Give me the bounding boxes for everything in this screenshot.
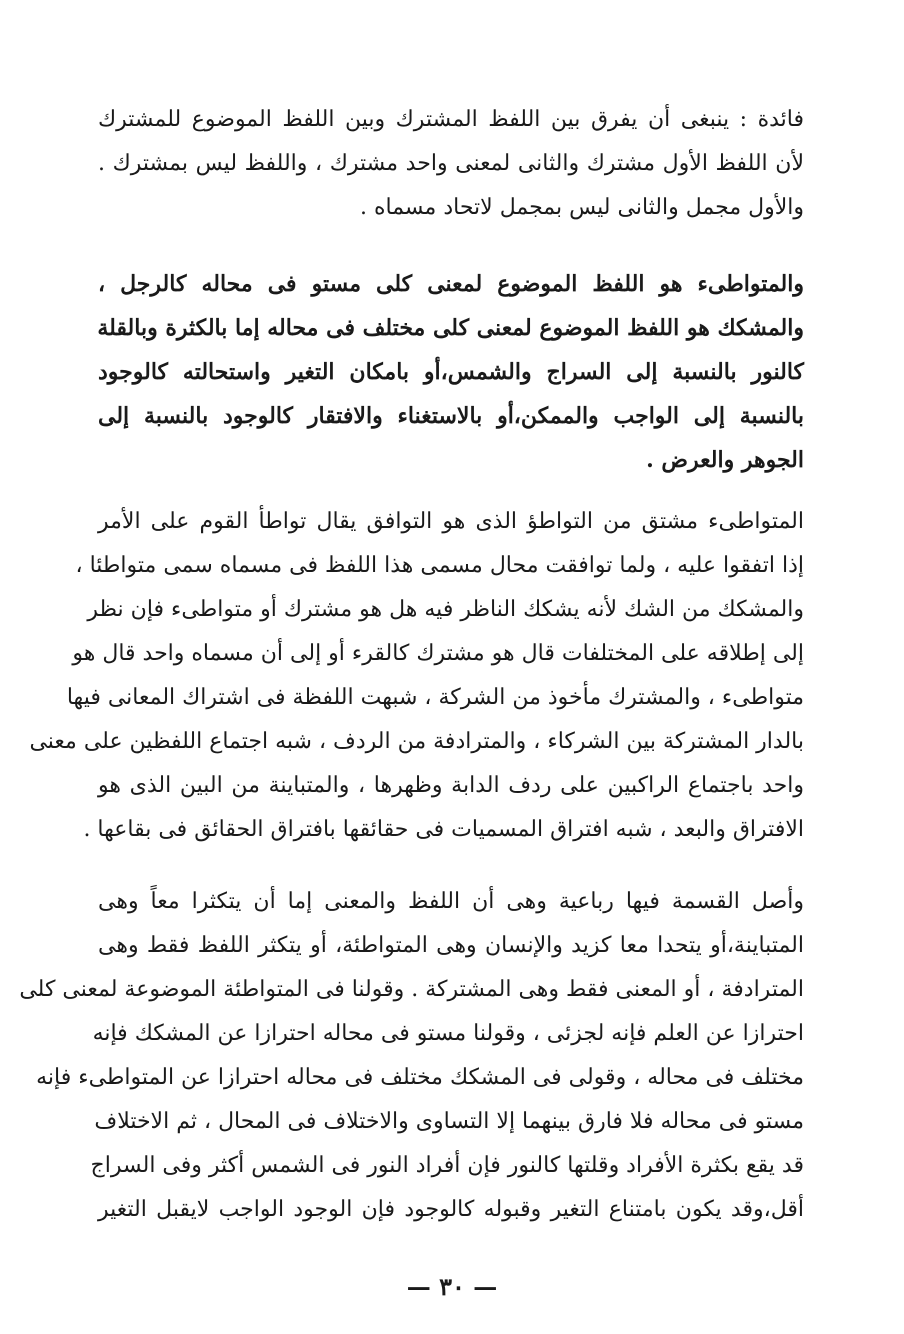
text-line: وأصل القسمة فيها رباعية وهى أن اللفظ والمعنى إما أن يتكثرا معاً وهى [98,889,804,914]
text-line: المتواطىء مشتق من التواطؤ الذى هو التوافق يقال تواطأ القوم على الأمر [98,509,805,534]
text-line: والمشكك من الشك لأنه يشكك الناظر فيه هل هو مشترك أو متواطىء فإن نظر [87,597,804,622]
text-line: بالدار المشتركة بين الشركاء ، والمترادفة من الردف ، شبه اجتماع اللفظين على معنى [29,729,804,754]
text-line: الجوهر والعرض . [646,447,804,473]
text-line: واحد باجتماع الراكبين على ردف الدابة وظهرها ، والمتباينة من البين الذى هو [98,773,804,798]
text-line: لأن اللفظ الأول مشترك والثانى لمعنى واحد مشترك ، واللفظ ليس بمشترك . [98,151,804,176]
text-line: أقل،وقد يكون بامتناع التغير وقبوله كالوجود فإن الوجود الواجب لايقبل التغير [98,1197,804,1222]
paragraph-ishtiqaq [29,500,805,852]
paragraph-faida [98,98,804,230]
text-line: الافتراق والبعد ، شبه افتراق المسميات فى حقائقها بافتراق الحقائق فى بقاعها . [83,817,804,842]
text-line: فائدة : ينبغى أن يفرق بين اللفظ المشترك وبين اللفظ الموضوع للمشترك [98,107,804,132]
text-line: مستو فى محاله فلا فارق بينهما إلا التساوى والاختلاف فى المحال ، ثم الاختلاف [94,1109,804,1134]
paragraph-qisma [19,880,804,1276]
text-line: احترازا عن العلم فإنه لجزئى ، وقولنا مستو فى محاله احترازا عن المشكك فإنه [92,1021,804,1046]
text-line: والأول مجمل والثانى ليس بمجمل لاتحاد مسماه . [360,195,804,220]
text-line: المترادفة ، أو المعنى فقط وهى المشتركة . وقولنا فى المتواطئة الموضوعة لمعنى كلى [19,977,804,1002]
text-line: بالنسبة إلى الواجب والممكن،أو بالاستغناء والافتقار كالوجود بالنسبة إلى [98,403,804,429]
text-line: والمشكك هو اللفظ الموضوع لمعنى كلى مختلف فى محاله إما بالكثرة وبالقلة [97,315,804,341]
text-line [98,1232,804,1276]
text-line: متواطىء ، والمشترك مأخوذ من الشركة ، شبهت اللفظة فى اشتراك المعانى فيها [66,685,804,710]
text-line: قد يقع بكثرة الأفراد وقلتها كالنور فإن أفراد النور فى الشمس أكثر وفى السراج [90,1153,804,1178]
text-line: مختلف فى محاله ، وقولى فى المشكك مختلف فى محاله احترازا عن المتواطىء فإنه [36,1065,804,1090]
text-line: كالنور بالنسبة إلى السراج والشمس،أو بامكان التغير واستحالته كالوجود [98,359,804,385]
page-number: — ٣٠ — [406,1272,498,1301]
paragraph-mutawati [98,262,804,482]
text-line: المتباينة،أو يتحدا معا كزيد والإنسان وهى المتواطئة، أو يتكثر اللفظ فقط وهى [98,933,804,958]
text-line: والمتواطىء هو اللفظ الموضوع لمعنى كلى مستو فى محاله كالرجل ، [98,271,804,297]
text-line: إذا اتفقوا عليه ، ولما توافقت محال مسمى هذا اللفظ فى مسماه سمى متواطئا ، [75,553,804,578]
text-line: إلى إطلاقه على المختلفات قال هو مشترك كالقرء أو إلى أن مسماه واحد قال هو [72,641,804,666]
